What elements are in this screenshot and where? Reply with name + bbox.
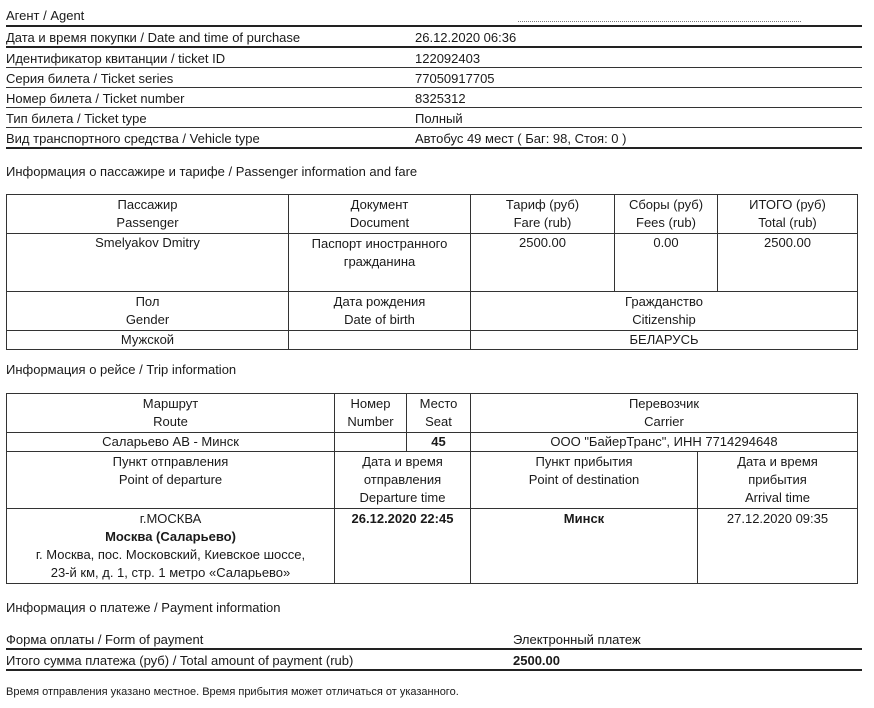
ticket-id-value: 122092403 (415, 51, 481, 66)
payment-total-label: Итого сумма платежа (руб) / Total amount of payment (rub) (6, 653, 354, 668)
ticket-type-label: Тип билета / Ticket type (6, 111, 147, 126)
payment-total-value: 2500.00 (513, 653, 560, 668)
birth-value (289, 331, 471, 350)
citizenship-header: Гражданство Citizenship (471, 292, 858, 331)
fare-value: 2500.00 (471, 234, 615, 292)
ticket-header (6, 4, 862, 149)
ticket-type-row (6, 108, 862, 128)
passenger-values-row-2 (7, 331, 858, 350)
carrier-header: Перевозчик Carrier (471, 394, 858, 433)
gender-value: Мужской (7, 331, 289, 350)
trip-header-row-2 (7, 452, 858, 509)
fees-header: Сборы (руб) Fees (rub) (615, 195, 718, 234)
carrier-value: ООО "БайерТранс", ИНН 7714294648 (471, 433, 858, 452)
departure-station: Москва (Саларьево) (105, 529, 236, 545)
seat-value: 45 (407, 433, 471, 452)
total-header: ИТОГО (руб) Total (rub) (718, 195, 858, 234)
ticket-type-value: Полный (415, 111, 463, 126)
trip-section-title: Информация о рейсе / Trip information (6, 362, 237, 377)
citizenship-value: БЕЛАРУСЬ (471, 331, 858, 350)
payment-form-row (6, 629, 862, 650)
footnote: Время отправления указано местное. Время прибытия может отличаться от указанного. (6, 686, 459, 698)
departure-point-header: Пункт отправления Point of departure (7, 452, 335, 509)
payment-section-title: Информация о платеже / Payment information (6, 600, 281, 615)
ticket-series-label: Серия билета / Ticket series (6, 71, 174, 86)
departure-time-header: Дата и время отправления Departure time (335, 452, 471, 509)
ticket-number-label: Номер билета / Ticket number (6, 91, 185, 106)
ticket-id-row (6, 48, 862, 68)
agent-label: Агент / Agent (6, 8, 85, 23)
birth-header: Дата рождения Date of birth (289, 292, 471, 331)
trip-header-row (7, 394, 858, 433)
trip-table (6, 393, 858, 584)
passenger-header-row (7, 195, 858, 234)
destination-value: Минск (471, 509, 698, 584)
ticket-series-value: 77050917705 (415, 71, 495, 86)
purchase-date-row (6, 25, 862, 48)
ticket-number-value: 8325312 (415, 91, 466, 106)
number-header: Номер Number (335, 394, 407, 433)
passenger-name: Smelyakov Dmitry (7, 234, 289, 292)
document-header: Документ Document (289, 195, 471, 234)
payment-total-row (6, 650, 862, 671)
departure-city: г.МОСКВА (139, 511, 202, 527)
fees-value: 0.00 (615, 234, 718, 292)
passenger-section-title: Информация о пассажире и тарифе / Passenger information and fare (6, 164, 418, 179)
fare-header: Тариф (руб) Fare (rub) (471, 195, 615, 234)
agent-value-line (518, 21, 801, 22)
passenger-values-row (7, 234, 858, 292)
arrival-time-value: 27.12.2020 09:35 (698, 509, 858, 584)
passenger-header-row-2 (7, 292, 858, 331)
number-value (335, 433, 407, 452)
departure-address-line-1: г. Москва, пос. Московский, Киевское шоссе, (35, 547, 306, 563)
vehicle-type-row (6, 128, 862, 149)
purchase-date-label: Дата и время покупки / Date and time of purchase (6, 30, 301, 45)
agent-row (6, 4, 862, 25)
ticket-number-row (6, 88, 862, 108)
document-value: Паспорт иностранного гражданина (289, 234, 471, 292)
purchase-date-value: 26.12.2020 06:36 (415, 30, 517, 45)
ticket-id-label: Идентификатор квитанции / ticket ID (6, 51, 226, 66)
departure-time-value: 26.12.2020 22:45 (335, 509, 471, 584)
trip-values-row-2 (7, 509, 858, 584)
seat-header: Место Seat (407, 394, 471, 433)
departure-address-line-2: 23-й км, д. 1, стр. 1 метро «Саларьево» (50, 565, 291, 581)
ticket-series-row (6, 68, 862, 88)
route-value: Саларьево АВ - Минск (7, 433, 335, 452)
payment-form-label: Форма оплаты / Form of payment (6, 632, 204, 647)
destination-point-header: Пункт прибытия Point of destination (471, 452, 698, 509)
passenger-table (6, 194, 858, 350)
departure-point-value (7, 509, 335, 584)
vehicle-type-value: Автобус 49 мест ( Баг: 98, Стоя: 0 ) (415, 131, 627, 146)
total-value: 2500.00 (718, 234, 858, 292)
passenger-header: Пассажир Passenger (7, 195, 289, 234)
route-header: Маршрут Route (7, 394, 335, 433)
trip-values-row (7, 433, 858, 452)
vehicle-type-label: Вид транспортного средства / Vehicle type (6, 131, 260, 146)
payment-form-value: Электронный платеж (513, 632, 641, 647)
arrival-time-header: Дата и время прибытия Arrival time (698, 452, 858, 509)
payment-block (6, 629, 862, 671)
gender-header: Пол Gender (7, 292, 289, 331)
